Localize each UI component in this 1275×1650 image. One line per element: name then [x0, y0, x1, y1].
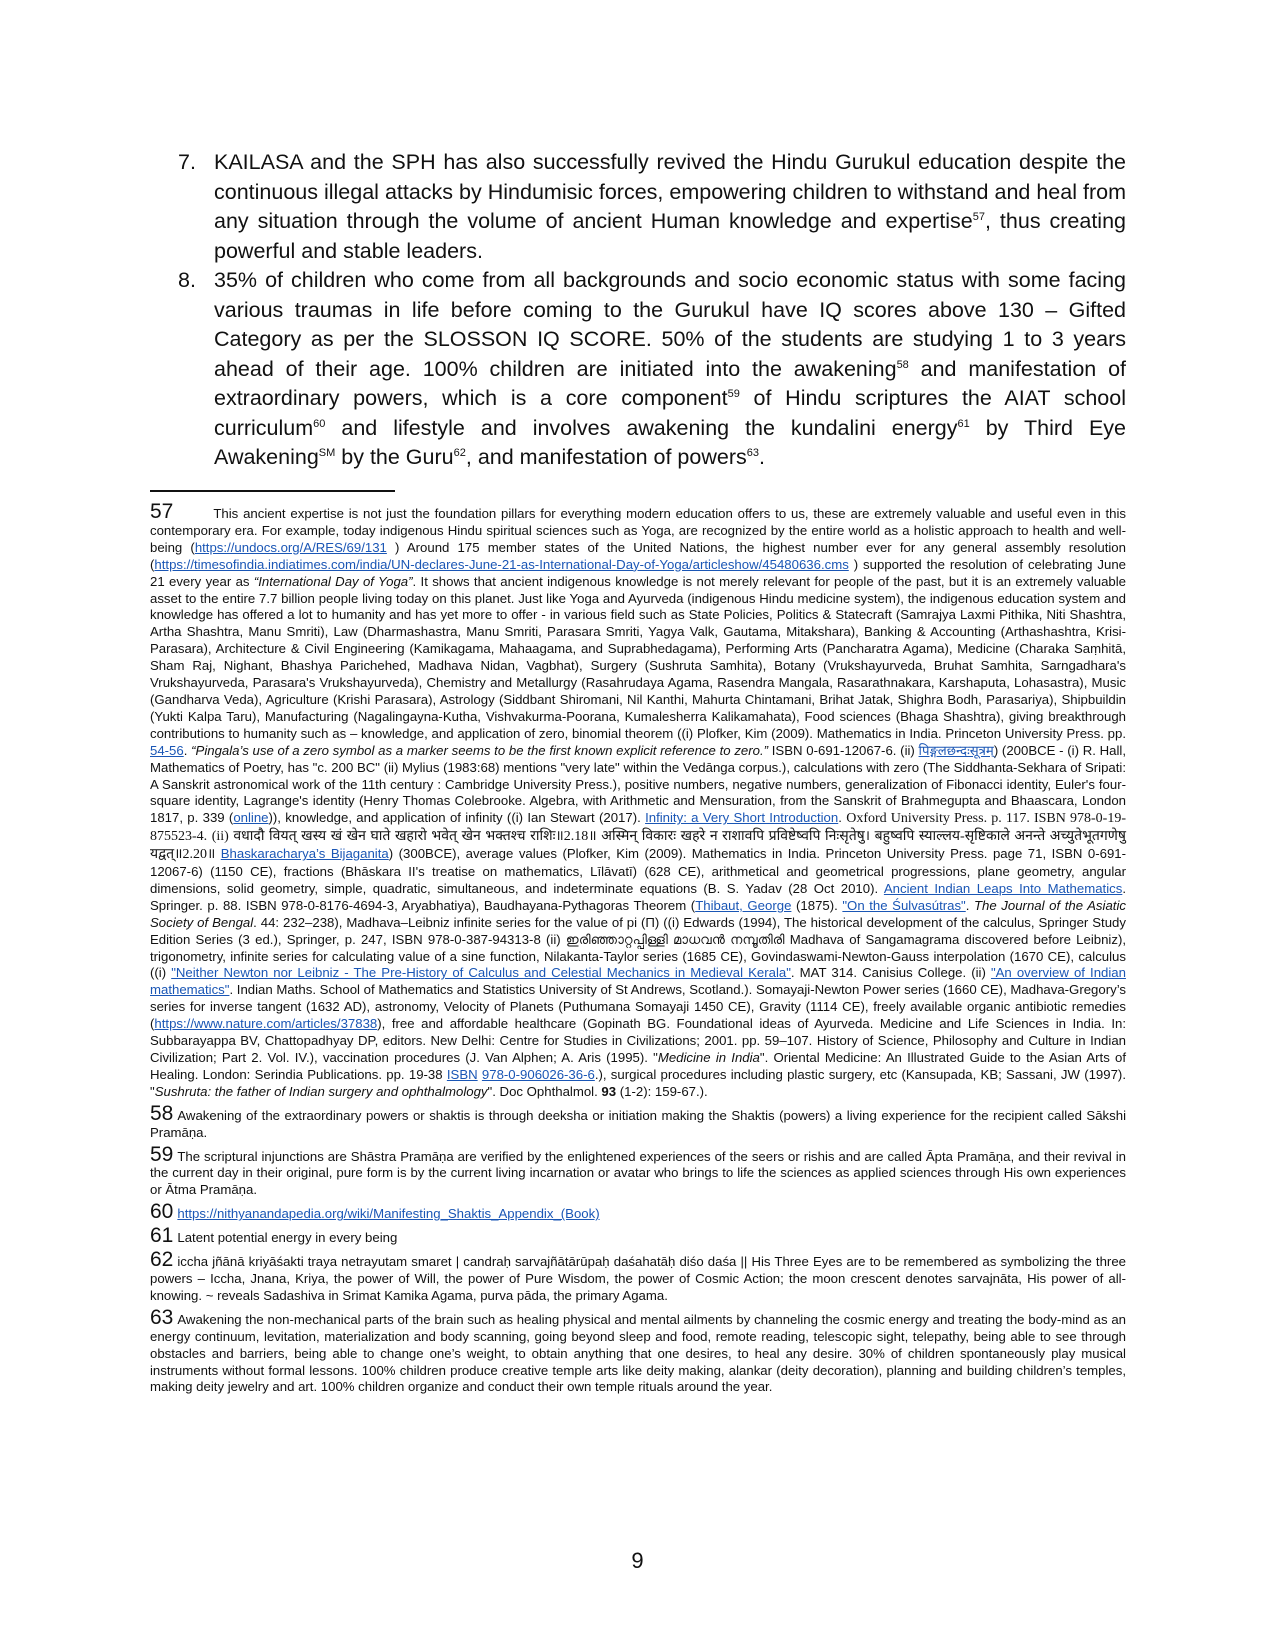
- link-thibaut[interactable]: Thibaut, George: [695, 897, 792, 913]
- footnote-number: 61: [150, 1224, 174, 1248]
- italic-run: Medicine in India: [657, 1050, 760, 1065]
- text-run: ) Around 175 member states of the United Nations, the highest number ever for any general assembly resolution (: [150, 539, 1126, 572]
- text-run: of Hindu scriptures the AIAT school curriculum: [214, 386, 1127, 440]
- link-pingala-sutra[interactable]: पिङ्गलछन्दःसूत्रम्: [918, 742, 994, 758]
- list-item-8: [178, 266, 1126, 473]
- link-overview-indian-math[interactable]: "An overview of Indian mathematics": [150, 965, 1126, 998]
- footnote-57: [150, 500, 1127, 1101]
- footnote-number: 63: [150, 1305, 174, 1329]
- footnote-63: [150, 1305, 1126, 1397]
- link-neither-newton[interactable]: "Neither Newton nor Leibniz - The Pre-History of Calculus and Celestial Mechanics in Medieval Kerala": [171, 965, 791, 981]
- text-run: ), free and affordable healthcare (Gopinath BG. Foundational ideas of Ayurveda. Medicine and Life Sciences in India. In: Subbarayappa BV, Chattopadhyay DP, editors. New Delhi: Centre for Studies in Civilizations; 2001. pp. 59–107. History of Science, Philosophy and Culture in Indian Civilization; Part 2. Vol. IV.), vaccination procedures (J. Van Alphen; A. Aris (1995). ": [150, 1016, 1126, 1065]
- link-isbn[interactable]: ISBN: [446, 1066, 478, 1082]
- footnote-number: 62: [150, 1248, 174, 1272]
- link-ancient-indian-leaps[interactable]: Ancient Indian Leaps Into Mathematics: [883, 880, 1123, 896]
- link-undocs[interactable]: https://undocs.org/A/RES/69/131: [194, 539, 387, 555]
- text-run: (1875).: [791, 897, 843, 913]
- text-run-serif: Oxford University Press. p. 117. ISBN 978-0-19-875523-4. (ii) वधादौ वियत् खस्य खं खेन घाते खहारो भवेत् खेन भक्तश्च राशिः॥2.18॥ अस्मिन् विकारः खहरे न राशावपि प्रविष्टेष्वपि निःसृतेषु। बहुष्वपि स्याल्लय-सृष्टिकाले अनन्ते अच्युतेभूतगणेषु यद्वत्॥2.20॥: [150, 811, 1126, 863]
- text-run: .: [758, 445, 765, 469]
- footnote-ref-58[interactable]: 58: [896, 358, 909, 371]
- link-nature[interactable]: https://www.nature.com/articles/37838: [154, 1016, 378, 1032]
- list-number: 7.: [178, 150, 196, 174]
- italic-run: “Pingala’s use of a zero symbol as a marker seems to be the first known explicit reference to zero.”: [191, 742, 769, 758]
- footnote-59: [150, 1142, 1126, 1200]
- text-run: by the Guru: [335, 445, 454, 469]
- link-online[interactable]: online: [233, 810, 269, 826]
- service-mark: SM: [318, 446, 336, 459]
- footnote-number: 59: [150, 1142, 174, 1166]
- list-item-text: [214, 266, 1126, 473]
- footnote-60: [150, 1200, 1126, 1224]
- link-pages-54-56[interactable]: 54-56: [150, 742, 184, 758]
- text-run: ". Oriental Medicine: An Illustrated Guide to the Asian Arts of Healing. London: Serindia Publications. pp. 19-38: [150, 1050, 1127, 1082]
- footnote-ref-63[interactable]: 63: [746, 446, 759, 459]
- list-item-7: [178, 148, 1126, 266]
- footnote-ref-62[interactable]: 62: [453, 446, 466, 459]
- text-run: .: [838, 810, 847, 826]
- link-timesofindia[interactable]: https://timesofindia.indiatimes.com/india/UN-declares-June-21-as-International-Day-of-Yoga/articleshow/45480636.cms: [154, 556, 849, 572]
- footnote-58: [150, 1101, 1126, 1142]
- link-infinity-book[interactable]: Infinity: a Very Short Introduction: [645, 810, 839, 826]
- italic-run: Sushruta: the father of Indian surgery and ophthalmology: [154, 1083, 488, 1099]
- text-run: and lifestyle and involves awakening the kundalini energy: [325, 415, 958, 440]
- link-sulvasutras[interactable]: "On the Śulvasútras": [842, 897, 966, 913]
- text-run: ) supported the resolution of celebrating June 21 every year as: [150, 556, 1126, 589]
- numbered-list: [178, 148, 1126, 473]
- footnote-ref-59[interactable]: 59: [727, 387, 740, 400]
- text-run: , and manifestation of powers: [465, 445, 747, 469]
- link-bijaganita[interactable]: Bhaskaracharya’s Bijaganita: [220, 846, 389, 862]
- bold-run: 93: [601, 1083, 617, 1099]
- link-nithyanandapedia[interactable]: https://nithyanandapedia.org/wiki/Manifesting_Shaktis_Appendix_(Book): [177, 1206, 600, 1222]
- text-run: .: [965, 897, 974, 913]
- footnote-ref-57[interactable]: 57: [972, 210, 986, 223]
- text-run: ". Doc Ophthalmol.: [487, 1083, 602, 1099]
- text-run: .), surgical procedures including plastic surgery, etc (Kansupada, KB; Sassani, JW (1997). ": [150, 1066, 1126, 1099]
- list-number: 8.: [178, 268, 196, 292]
- text-run: ) (200BCE - (i) R. Hall, Mathematics of Poetry, has "c. 200 BC" (ii) Mylius (1983:68) mentions "very late" within the Vedānga corpus.), calculations with zero (The Siddhanta-Sekhara of Sripati: A Sanskrit astronomical work of the 11th century : Cambridge University Press.), positive numbers, negative numbers, generalization of Fibonacci identity, Euler's four-square identity, Lagrange's identity (Henry Thomas Colebrooke. Algebra, with Arithmetic and Mensuration, from the Sanskrit of Brahmegupta and Bhaascara, London 1817, p. 339 (: [150, 742, 1126, 826]
- footnote-number: 60: [150, 1200, 174, 1224]
- page-number: 9: [631, 1548, 644, 1573]
- text-run: KAILASA and the SPH has also successfully revived the Hindu Gurukul education despite the continuous illegal attacks by Hindumisic forces, empowering children to withstand and heal from any situation through the volume of ancient Human knowledge and expertise: [214, 150, 1126, 233]
- text-run: .: [183, 742, 192, 758]
- footnote-61: [150, 1224, 1126, 1248]
- italic-run: “International Day of Yoga”: [253, 573, 413, 589]
- footnote-ref-61[interactable]: 61: [957, 417, 970, 430]
- text-run: 35% of children who come from all backgrounds and socio economic status with some facing various traumas in life before coming to the Gurukul have IQ scores above 130 – Gifted Category as per the SLOSSON IQ SCORE. 50% of the students are studying 1 to 3 years ahead of their age. 100% children are initiated into the awakening: [214, 268, 1126, 381]
- text-run: )), knowledge, and application of infinity ((i) Ian Stewart (2017).: [268, 810, 646, 826]
- list-item-text: [214, 148, 1126, 266]
- text-run: ) (300BCE), average values (Plofker, Kim (2009). Mathematics in India. Princeton University Press. page 71, ISBN 0-691-12067-6) (1150 CE), fractions (Bhāskara II's treatise on mathematics, Līlāvatī) (628 CE), arithmetical and geometrical progressions, plane geometry, angular dimensions, solid geometry, simple, quadratic, simultaneous, and indeterminate equations (B. S. Yadav (28 Oct 2010).: [150, 846, 1127, 896]
- footnote-text: Latent potential energy in every being: [177, 1230, 398, 1246]
- link-isbn-number[interactable]: 978-0-906026-36-6: [481, 1066, 595, 1082]
- text-run: . MAT 314. Canisius College. (ii): [790, 965, 991, 981]
- footnote-text: Awakening the non-mechanical parts of the brain such as healing physical and mental ailments by channeling the cosmic energy and treating the body-mind as an energy continuum, levitation, materialization and body scanning, going beyond sleep and food, remote reading, telescopic sight, telepathy, being able to see through obstacles and barriers, being able to change one’s weight, to obtain anything that one desires, to heal any desire. 30% of children spontaneously play musical instruments without formal lessons. 100% children produce creative temple arts like deity making, alankar (deity decoration), planning and building children’s temples, making deity jewelry and art. 100% children organize and conduct their own temple rituals around the year.: [150, 1311, 1126, 1395]
- text-run: . Indian Maths. School of Mathematics and Statistics University of St Andrews, Scotland.). Somayaji-Newton Power series (1660 CE), Madhava-Gregory’s series for inverse tangent (1632 AD), astronomy, Velocity of Planets (Puthumana Somayaji 1450 CE), Gravity (1114 CE), freely available organic antibiotic remedies (: [150, 982, 1126, 1032]
- italic-run: The Journal of the Asiatic Society of Bengal: [150, 897, 1126, 930]
- footnote-62: [150, 1248, 1126, 1305]
- footnote-text: The scriptural injunctions are Shāstra Pramāṇa are verified by the enlightened experiences of the seers or rishis and are called Āpta Pramāṇa, and their revival in the current day in their original, pure form is by the current living incarnation or avatar who brings to life the sciences as applied sciences through His own experiences or Ātma Pramāṇa.: [150, 1148, 1126, 1198]
- text-run: . 44: 232–238), Madhava–Leibniz infinite series for the value of pi (Π) ((i) Edwards (1994), The historical development of the calculus, Springer Study Edition Series (3 ed.), Springer, p. 247, ISBN 978-0-387-94313-8 (ii) ഇരിഞ്ഞാറ്റപ്പിള്ളി മാധവൻ നമ്പൂതിരി Madhava of Sangamagrama discovered before Leibniz), trigonometry, infinite series for calculating value of a sine function, Nilakanta-Taylor series (1685 CE), Govindaswami-Newton-Gauss interpolation (1670 CE), calculus ((i): [150, 914, 1126, 981]
- text-run: , thus creating powerful and stable leaders.: [214, 209, 1126, 263]
- text-run: and manifestation of extraordinary powers, which is a core component: [214, 356, 1126, 410]
- footnote-separator: [150, 490, 395, 492]
- text-run: by Third Eye Awakening: [214, 415, 1127, 469]
- footnote-text: Awakening of the extraordinary powers or shaktis is through deeksha or initiation making the Shaktis (powers) a living experience for the recipient called Sākshi Pramāṇa.: [150, 1107, 1126, 1140]
- text-run: . Springer. p. 88. ISBN 978-0-8176-4694-3, Aryabhatiya), Baudhayana-Pythagoras Theorem (: [150, 880, 1126, 913]
- footnote-number: 57: [150, 500, 174, 523]
- footnote-text: iccha jñānā kriyāśakti traya netrayutam smaret | candraḥ sarvajñātārūpaḥ daśahatāḥ diśo daśa || His Three Eyes are to be remembered as symbolizing the three powers – Iccha, Jnana, Kriya, the power of Will, the power of Pure Wisdom, the power of Cosmic Action; the moon crescent denotes sarvajnāta, His power of all- knowing. ~ reveals Sadashiva in Srimat Kamika Agama, purva pāda, the primary Agama.: [150, 1254, 1126, 1303]
- footnotes: [150, 500, 1127, 1400]
- text-run: This ancient expertise is not just the foundation pillars for everything modern education offers to us, these are extremely valuable and useful even in this contemporary era. For example, today indigenous Hindu spiritual sciences such as Yoga, are recognized by the entire world as a holistic approach to health and well-being (: [150, 506, 1126, 555]
- footnote-number: 58: [150, 1101, 174, 1125]
- text-run: (1-2): 159-67.).: [616, 1083, 708, 1099]
- text-run: . It shows that ancient indigenous knowledge is not merely relevant for people of the past, but it is an extremely valuable asset to the entire 7.7 billion people living today on this planet. Just like Yoga and Ayurveda (indigenous Hindu medicine system), the indigenous education system and knowledge has offered a lot to humanity and has yet more to offer - in various field such as State Policies, Politics & Statecraft (Samrajya Laxmi Pithika, Niti Shashtra, Artha Shashtra, Manu Smriti), Law (Dharmashastra, Manu Smriti, Parasara Smriti, Yagya Valk, Gautama, Mitakshara), Banking & Accounting (Arthashashtra, Krisi-Parasara), Architecture & Civil Engineering (Kamikagama, Mahaagama, and Suprabhedagama), Performing Arts (Pancharatra Agama), Medicine (Charaka Saṃhitā, Sham Raj, Nighant, Bhashya Parichehed, Madhava Nidan, Vagbhat), Surgery (Sushruta Samhita), Botany (Vrukshayurveda, Bruhat Samhita, Sarngadhara's Vrukshayurveda, Parasara's Vrukshayurveda), Chemistry and Metallurgy (Rasahrudaya Agama, Rasendra Mangala, Rasarathnakara, Karshaputa, Lohasastra), Music (Gandharva Veda), Agriculture (Krishi Parasara), Astrology (Siddbant Shiromani, Nil Kanthi, Mahurta Chintamani, Brihat Jatak, Shighra Bodh, Parasariya), Shipbuildin (Yukti Kalpa Taru), Manufacturing (Nagalingayna-Kutha, Vishvakurma-Poorana, Kumalesherra Kalikamahata), Food sciences (Bhaga Shashtra), giving breakthrough contributions to humanity such as – knowledge, and application of zero, binomial theorem ((i) Plofker, Kim (2009). Mathematics in India. Princeton University Press. pp.: [150, 573, 1127, 741]
- text-run: ISBN 0-691-12067-6. (ii): [768, 742, 919, 758]
- footnote-ref-60[interactable]: 60: [313, 417, 326, 430]
